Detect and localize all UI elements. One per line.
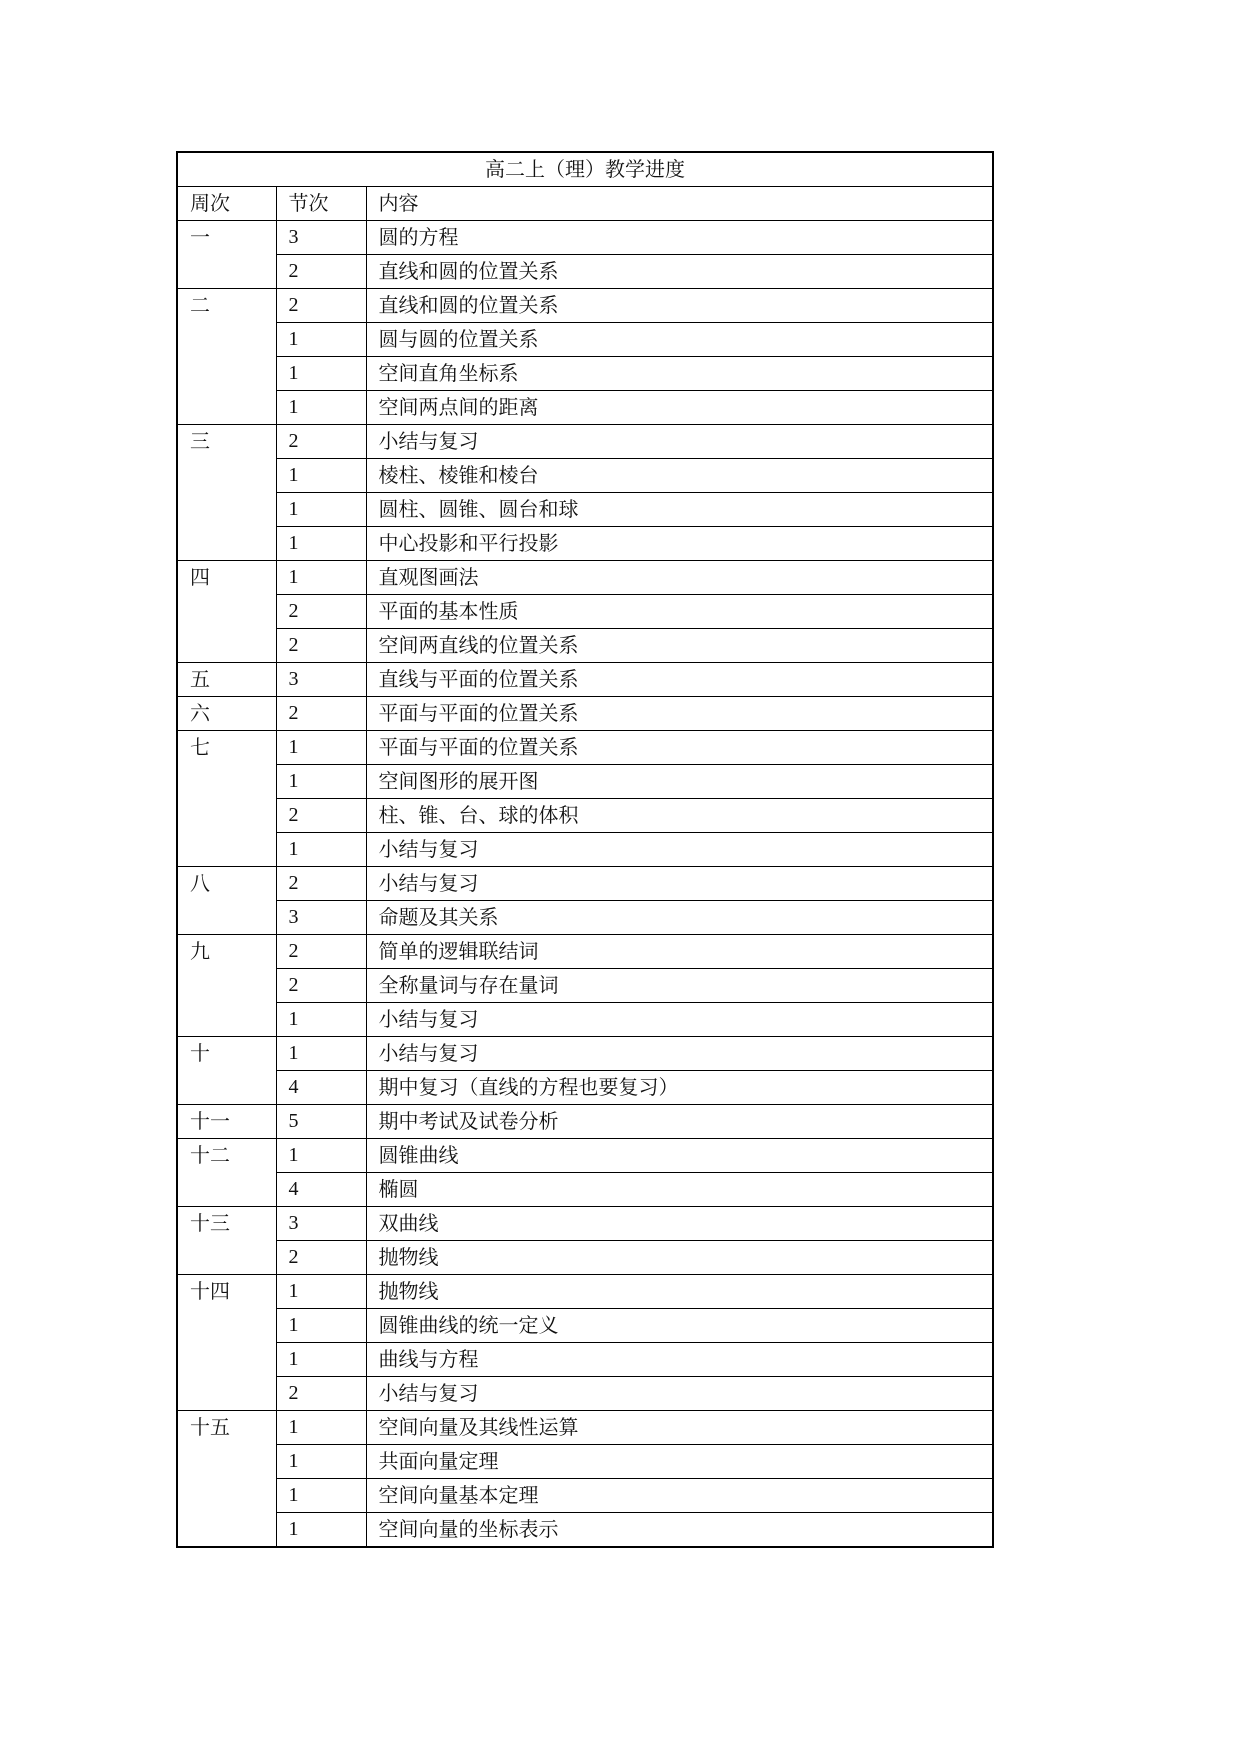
- header-content: 内容: [366, 187, 993, 221]
- content-cell: 小结与复习: [366, 867, 993, 901]
- content-cell: 空间直角坐标系: [366, 357, 993, 391]
- content-cell: 圆与圆的位置关系: [366, 323, 993, 357]
- content-cell: 简单的逻辑联结词: [366, 935, 993, 969]
- lesson-count-cell: 1: [276, 459, 366, 493]
- lesson-count-cell: 1: [276, 1275, 366, 1309]
- content-cell: 双曲线: [366, 1207, 993, 1241]
- lesson-count-cell: 1: [276, 561, 366, 595]
- content-cell: 抛物线: [366, 1241, 993, 1275]
- table-row: [177, 833, 993, 867]
- table-row: [177, 323, 993, 357]
- lesson-count-cell: 1: [276, 391, 366, 425]
- header-lessons: 节次: [276, 187, 366, 221]
- lesson-count-cell: 1: [276, 1343, 366, 1377]
- content-cell: 小结与复习: [366, 1377, 993, 1411]
- content-cell: 平面与平面的位置关系: [366, 697, 993, 731]
- week-cell: 十四: [177, 1275, 276, 1411]
- lesson-count-cell: 2: [276, 255, 366, 289]
- table-row: [177, 1139, 993, 1173]
- table-row: [177, 1105, 993, 1139]
- week-cell: 三: [177, 425, 276, 561]
- table-row: [177, 799, 993, 833]
- content-cell: 空间向量的坐标表示: [366, 1513, 993, 1548]
- table-row: [177, 1275, 993, 1309]
- lesson-count-cell: 2: [276, 425, 366, 459]
- content-cell: 空间两点间的距离: [366, 391, 993, 425]
- content-cell: 全称量词与存在量词: [366, 969, 993, 1003]
- table-row: [177, 1241, 993, 1275]
- lesson-count-cell: 4: [276, 1071, 366, 1105]
- table-row: [177, 1173, 993, 1207]
- content-cell: 圆锥曲线: [366, 1139, 993, 1173]
- table-row: [177, 1343, 993, 1377]
- content-cell: 期中复习（直线的方程也要复习）: [366, 1071, 993, 1105]
- content-cell: 小结与复习: [366, 1037, 993, 1071]
- title-row: [177, 152, 993, 187]
- content-cell: 期中考试及试卷分析: [366, 1105, 993, 1139]
- table-row: [177, 221, 993, 255]
- content-cell: 圆的方程: [366, 221, 993, 255]
- content-cell: 平面的基本性质: [366, 595, 993, 629]
- lesson-count-cell: 1: [276, 493, 366, 527]
- content-cell: 直线与平面的位置关系: [366, 663, 993, 697]
- lesson-count-cell: 2: [276, 935, 366, 969]
- content-cell: 空间向量及其线性运算: [366, 1411, 993, 1445]
- lesson-count-cell: 1: [276, 1513, 366, 1548]
- content-cell: 小结与复习: [366, 425, 993, 459]
- table-row: [177, 1309, 993, 1343]
- table-row: [177, 459, 993, 493]
- content-cell: 曲线与方程: [366, 1343, 993, 1377]
- lesson-count-cell: 1: [276, 1037, 366, 1071]
- lesson-count-cell: 5: [276, 1105, 366, 1139]
- content-cell: 柱、锥、台、球的体积: [366, 799, 993, 833]
- week-cell: 七: [177, 731, 276, 867]
- table-row: [177, 1411, 993, 1445]
- lesson-count-cell: 2: [276, 697, 366, 731]
- lesson-count-cell: 2: [276, 799, 366, 833]
- teaching-schedule-table: [176, 151, 994, 1548]
- table-row: [177, 731, 993, 765]
- lesson-count-cell: 1: [276, 765, 366, 799]
- week-cell: 四: [177, 561, 276, 663]
- lesson-count-cell: 1: [276, 323, 366, 357]
- lesson-count-cell: 4: [276, 1173, 366, 1207]
- lesson-count-cell: 1: [276, 833, 366, 867]
- week-cell: 八: [177, 867, 276, 935]
- table-row: [177, 1513, 993, 1548]
- content-cell: 小结与复习: [366, 1003, 993, 1037]
- table-row: [177, 765, 993, 799]
- lesson-count-cell: 3: [276, 221, 366, 255]
- lesson-count-cell: 1: [276, 357, 366, 391]
- table-row: [177, 1207, 993, 1241]
- lesson-count-cell: 2: [276, 1377, 366, 1411]
- week-cell: 一: [177, 221, 276, 289]
- table-row: [177, 561, 993, 595]
- week-cell: 十三: [177, 1207, 276, 1275]
- table-row: [177, 1037, 993, 1071]
- table-row: [177, 901, 993, 935]
- table-row: [177, 1445, 993, 1479]
- table-row: [177, 629, 993, 663]
- header-week: 周次: [177, 187, 276, 221]
- content-cell: 圆锥曲线的统一定义: [366, 1309, 993, 1343]
- table-row: [177, 935, 993, 969]
- week-cell: 十二: [177, 1139, 276, 1207]
- table-row: [177, 595, 993, 629]
- week-cell: 十五: [177, 1411, 276, 1548]
- table-row: [177, 493, 993, 527]
- week-cell: 十: [177, 1037, 276, 1105]
- table-row: [177, 663, 993, 697]
- content-cell: 圆柱、圆锥、圆台和球: [366, 493, 993, 527]
- content-cell: 中心投影和平行投影: [366, 527, 993, 561]
- lesson-count-cell: 1: [276, 1139, 366, 1173]
- lesson-count-cell: 2: [276, 289, 366, 323]
- content-cell: 共面向量定理: [366, 1445, 993, 1479]
- table-row: [177, 527, 993, 561]
- lesson-count-cell: 1: [276, 1003, 366, 1037]
- table-row: [177, 697, 993, 731]
- week-cell: 十一: [177, 1105, 276, 1139]
- table-row: [177, 391, 993, 425]
- content-cell: 直观图画法: [366, 561, 993, 595]
- header-row: [177, 187, 993, 221]
- table-row: [177, 1479, 993, 1513]
- table-row: [177, 867, 993, 901]
- lesson-count-cell: 1: [276, 1445, 366, 1479]
- table-title: 高二上（理）教学进度: [177, 152, 993, 187]
- lesson-count-cell: 3: [276, 663, 366, 697]
- table-row: [177, 1003, 993, 1037]
- table-row: [177, 1377, 993, 1411]
- week-cell: 五: [177, 663, 276, 697]
- content-cell: 椭圆: [366, 1173, 993, 1207]
- lesson-count-cell: 3: [276, 1207, 366, 1241]
- lesson-count-cell: 2: [276, 1241, 366, 1275]
- lesson-count-cell: 1: [276, 1411, 366, 1445]
- table-row: [177, 1071, 993, 1105]
- content-cell: 空间图形的展开图: [366, 765, 993, 799]
- content-cell: 棱柱、棱锥和棱台: [366, 459, 993, 493]
- lesson-count-cell: 2: [276, 969, 366, 1003]
- content-cell: 平面与平面的位置关系: [366, 731, 993, 765]
- week-cell: 六: [177, 697, 276, 731]
- content-cell: 命题及其关系: [366, 901, 993, 935]
- table-row: [177, 255, 993, 289]
- table-row: [177, 357, 993, 391]
- table-row: [177, 969, 993, 1003]
- lesson-count-cell: 1: [276, 527, 366, 561]
- content-cell: 抛物线: [366, 1275, 993, 1309]
- week-cell: 九: [177, 935, 276, 1037]
- content-cell: 直线和圆的位置关系: [366, 255, 993, 289]
- content-cell: 小结与复习: [366, 833, 993, 867]
- schedule-body: [177, 152, 993, 1547]
- content-cell: 空间向量基本定理: [366, 1479, 993, 1513]
- week-cell: 二: [177, 289, 276, 425]
- lesson-count-cell: 2: [276, 595, 366, 629]
- lesson-count-cell: 1: [276, 1309, 366, 1343]
- table-row: [177, 425, 993, 459]
- lesson-count-cell: 1: [276, 731, 366, 765]
- content-cell: 直线和圆的位置关系: [366, 289, 993, 323]
- lesson-count-cell: 2: [276, 867, 366, 901]
- lesson-count-cell: 1: [276, 1479, 366, 1513]
- lesson-count-cell: 2: [276, 629, 366, 663]
- table-row: [177, 289, 993, 323]
- lesson-count-cell: 3: [276, 901, 366, 935]
- content-cell: 空间两直线的位置关系: [366, 629, 993, 663]
